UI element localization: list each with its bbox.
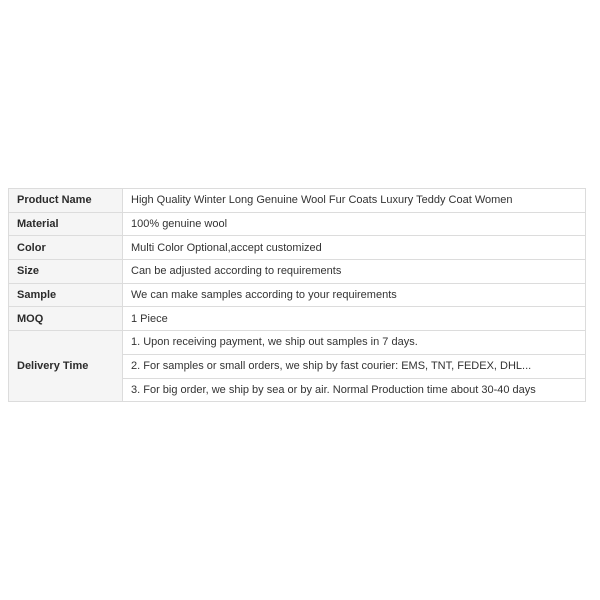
moq-value: 1 Piece [123,307,586,331]
table-row-product-name [9,189,586,213]
row-label: Product Name [9,189,123,213]
delivery-line: 1. Upon receiving payment, we ship out samples in 7 days. [123,331,586,355]
row-value: 100% genuine wool [123,212,586,236]
table-row-moq [9,307,586,331]
row-value: Can be adjusted according to requirements [123,260,586,284]
table-row-color [9,236,586,260]
table-row-size [9,260,586,284]
table-row-delivery-1 [9,331,586,355]
row-value: High Quality Winter Long Genuine Wool Fur Coats Luxury Teddy Coat Women [123,189,586,213]
table-row-material [9,212,586,236]
delivery-time-label: Delivery Time [9,331,123,402]
delivery-line: 2. For samples or small orders, we ship by fast courier: EMS, TNT, FEDEX, DHL... [123,354,586,378]
row-label: Color [9,236,123,260]
product-spec-table [8,188,586,402]
row-label: Size [9,260,123,284]
row-label: Material [9,212,123,236]
row-label: MOQ [9,307,123,331]
row-label: Sample [9,283,123,307]
delivery-line: 3. For big order, we ship by sea or by air. Normal Production time about 30-40 days [123,378,586,402]
row-value: We can make samples according to your requirements [123,283,586,307]
table-row-sample [9,283,586,307]
row-value: Multi Color Optional,accept customized [123,236,586,260]
